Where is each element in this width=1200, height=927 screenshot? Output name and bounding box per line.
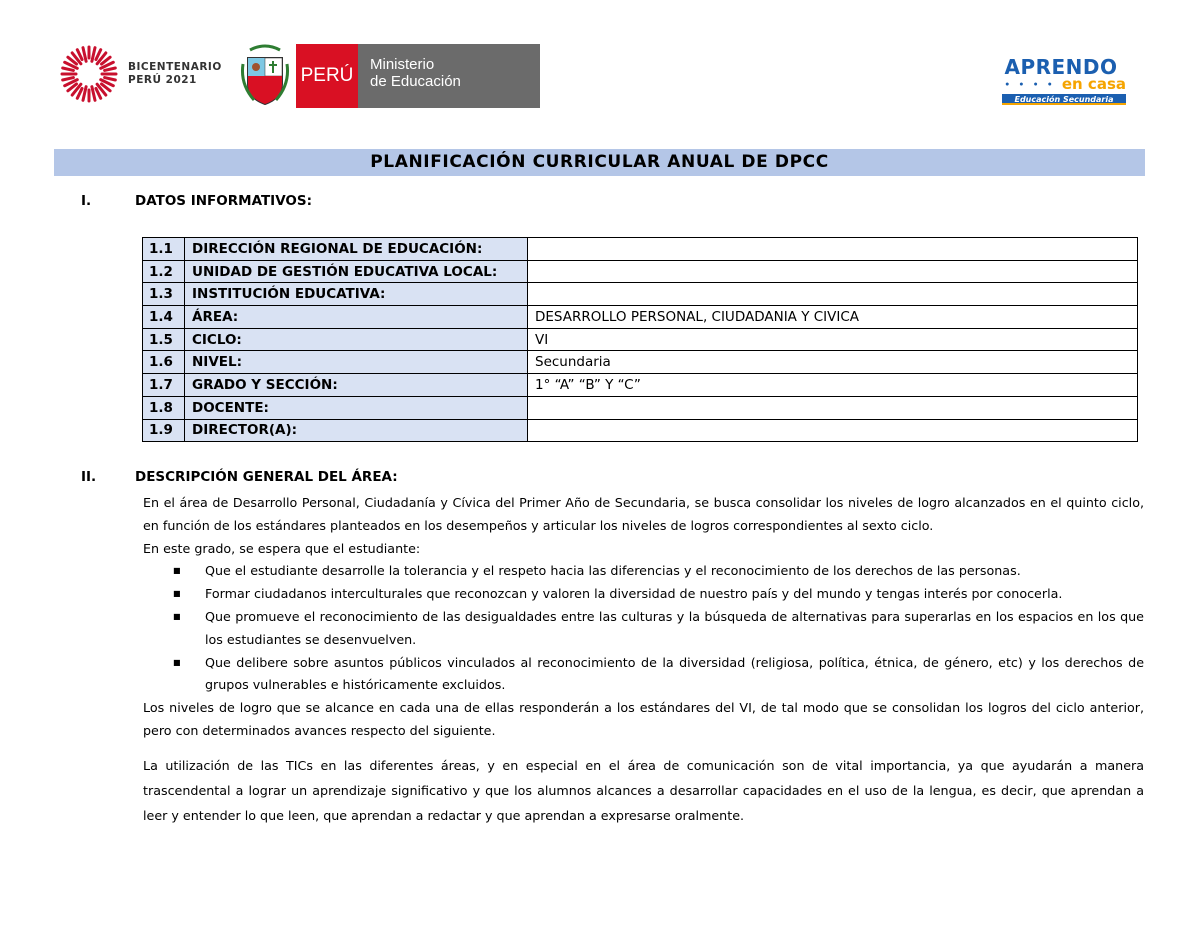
table-row bbox=[143, 328, 1138, 351]
row-value bbox=[528, 283, 1138, 306]
table-row bbox=[143, 306, 1138, 329]
bicentenario-line1: BICENTENARIO bbox=[128, 61, 222, 73]
bicentenario-logo bbox=[60, 44, 230, 104]
peru-label: PERÚ bbox=[296, 44, 358, 108]
row-number: 1.8 bbox=[143, 396, 185, 419]
row-number: 1.5 bbox=[143, 328, 185, 351]
table-row bbox=[143, 419, 1138, 442]
section-heading: DESCRIPCIÓN GENERAL DEL ÁREA: bbox=[135, 469, 398, 485]
ministerio-line2: de Educación bbox=[370, 73, 461, 90]
row-number: 1.2 bbox=[143, 260, 185, 283]
section-number: I. bbox=[81, 193, 92, 209]
aprendo-en-casa-logo bbox=[996, 56, 1126, 112]
bullet-square-icon: ■ bbox=[173, 657, 181, 667]
list-item: ■ Formar ciudadanos interculturales que reconozcan y valoren la diversidad de nuestro país y del mundo y tengas interés por conocerla. bbox=[143, 583, 1144, 606]
row-label: DIRECCIÓN REGIONAL DE EDUCACIÓN: bbox=[185, 238, 528, 261]
section-datos-informativos bbox=[81, 193, 312, 209]
table-row bbox=[143, 396, 1138, 419]
row-value bbox=[528, 260, 1138, 283]
info-table bbox=[142, 237, 1138, 442]
description-intro: En el área de Desarrollo Personal, Ciudadanía y Cívica del Primer Año de Secundaria, se busca consolidar los niveles de logro alcanzados en el quinto ciclo, en función de los estándares planteados en los desempeños y articular los niveles de logros correspondientes al sexto ciclo. bbox=[143, 495, 1144, 533]
minedu-logo bbox=[240, 44, 540, 108]
row-label: CICLO: bbox=[185, 328, 528, 351]
aprendo-subtitle: en casa bbox=[1061, 75, 1126, 93]
bicentenario-emblem-icon bbox=[60, 45, 118, 103]
row-label: DOCENTE: bbox=[185, 396, 528, 419]
table-row bbox=[143, 374, 1138, 397]
section-number: II. bbox=[81, 469, 97, 485]
list-item: ■ Que promueve el reconocimiento de las desigualdades entre las culturas y la búsqueda de alternativas para superarlas en los espacios en los que los estudiantes se desenvuelven. bbox=[143, 606, 1144, 652]
row-label: INSTITUCIÓN EDUCATIVA: bbox=[185, 283, 528, 306]
row-value bbox=[528, 238, 1138, 261]
section-descripcion bbox=[81, 469, 398, 485]
row-label: UNIDAD DE GESTIÓN EDUCATIVA LOCAL: bbox=[185, 260, 528, 283]
emblem-ray bbox=[105, 68, 116, 70]
description-tics: La utilización de las TICs en las diferentes áreas, y en especial en el área de comunicación son de vital importancia, ya que ayudarán a manera trascendental a lograr un aprendizaje significativo y que los alumnos alcances a desarrollar capacidades en el uso de la lengua, es decir, que aprendan a leer y entender lo que leen, que aprendan a redactar y que aprendan a expresarse oralmente. bbox=[143, 757, 1144, 823]
row-value bbox=[528, 419, 1138, 442]
description-body bbox=[143, 492, 1144, 828]
row-number: 1.3 bbox=[143, 283, 185, 306]
section-heading: DATOS INFORMATIVOS: bbox=[135, 193, 313, 209]
table-row bbox=[143, 260, 1138, 283]
list-item: ■ Que el estudiante desarrolle la tolerancia y el respeto hacia las diferencias y el reconocimiento de los derechos de las personas. bbox=[143, 560, 1144, 583]
bullet-square-icon: ■ bbox=[173, 611, 181, 621]
emblem-ray bbox=[63, 78, 74, 80]
emblem-ray bbox=[63, 68, 74, 70]
bicentenario-line2: PERÚ 2021 bbox=[128, 74, 197, 86]
bullet-square-icon: ■ bbox=[173, 566, 181, 576]
table-row bbox=[143, 238, 1138, 261]
expectations-list bbox=[143, 560, 1144, 697]
emblem-ray bbox=[105, 78, 116, 80]
row-number: 1.9 bbox=[143, 419, 185, 442]
row-number: 1.1 bbox=[143, 238, 185, 261]
row-value: VI bbox=[528, 328, 1138, 351]
row-value: Secundaria bbox=[528, 351, 1138, 374]
row-label: GRADO Y SECCIÓN: bbox=[185, 374, 528, 397]
aprendo-bar: Educación Secundaria bbox=[1002, 94, 1126, 105]
document-title: PLANIFICACIÓN CURRICULAR ANUAL DE DPCC bbox=[54, 149, 1145, 176]
row-value bbox=[528, 396, 1138, 419]
row-number: 1.7 bbox=[143, 374, 185, 397]
dots-icon: ● ● ● ● bbox=[1005, 80, 1056, 88]
row-label: DIRECTOR(A): bbox=[185, 419, 528, 442]
row-number: 1.6 bbox=[143, 351, 185, 374]
description-closing: Los niveles de logro que se alcance en cada una de ellas responderán a los estándares del VI, de tal modo que se consolidan los logros del ciclo anterior, pero con determinados avances respecto del siguiente. bbox=[143, 700, 1144, 738]
list-item: ■ Que delibere sobre asuntos públicos vinculados al reconocimiento de la diversidad (religiosa, política, étnica, de género, etc) y los derechos de grupos vulnerables e históricamente excluidos. bbox=[143, 652, 1144, 698]
ministerio-line1: Ministerio bbox=[370, 56, 435, 73]
row-value: 1° “A” “B” Y “C” bbox=[528, 374, 1138, 397]
aprendo-title: APRENDO bbox=[1004, 55, 1118, 79]
coat-of-arms-icon bbox=[240, 44, 290, 108]
row-label: ÁREA: bbox=[185, 306, 528, 329]
bullet-square-icon: ■ bbox=[173, 589, 181, 599]
table-row bbox=[143, 351, 1138, 374]
row-value: DESARROLLO PERSONAL, CIUDADANIA Y CIVICA bbox=[528, 306, 1138, 329]
description-lead: En este grado, se espera que el estudiante: bbox=[143, 540, 421, 556]
table-row bbox=[143, 283, 1138, 306]
row-number: 1.4 bbox=[143, 306, 185, 329]
row-label: NIVEL: bbox=[185, 351, 528, 374]
ministerio-label bbox=[358, 44, 540, 108]
